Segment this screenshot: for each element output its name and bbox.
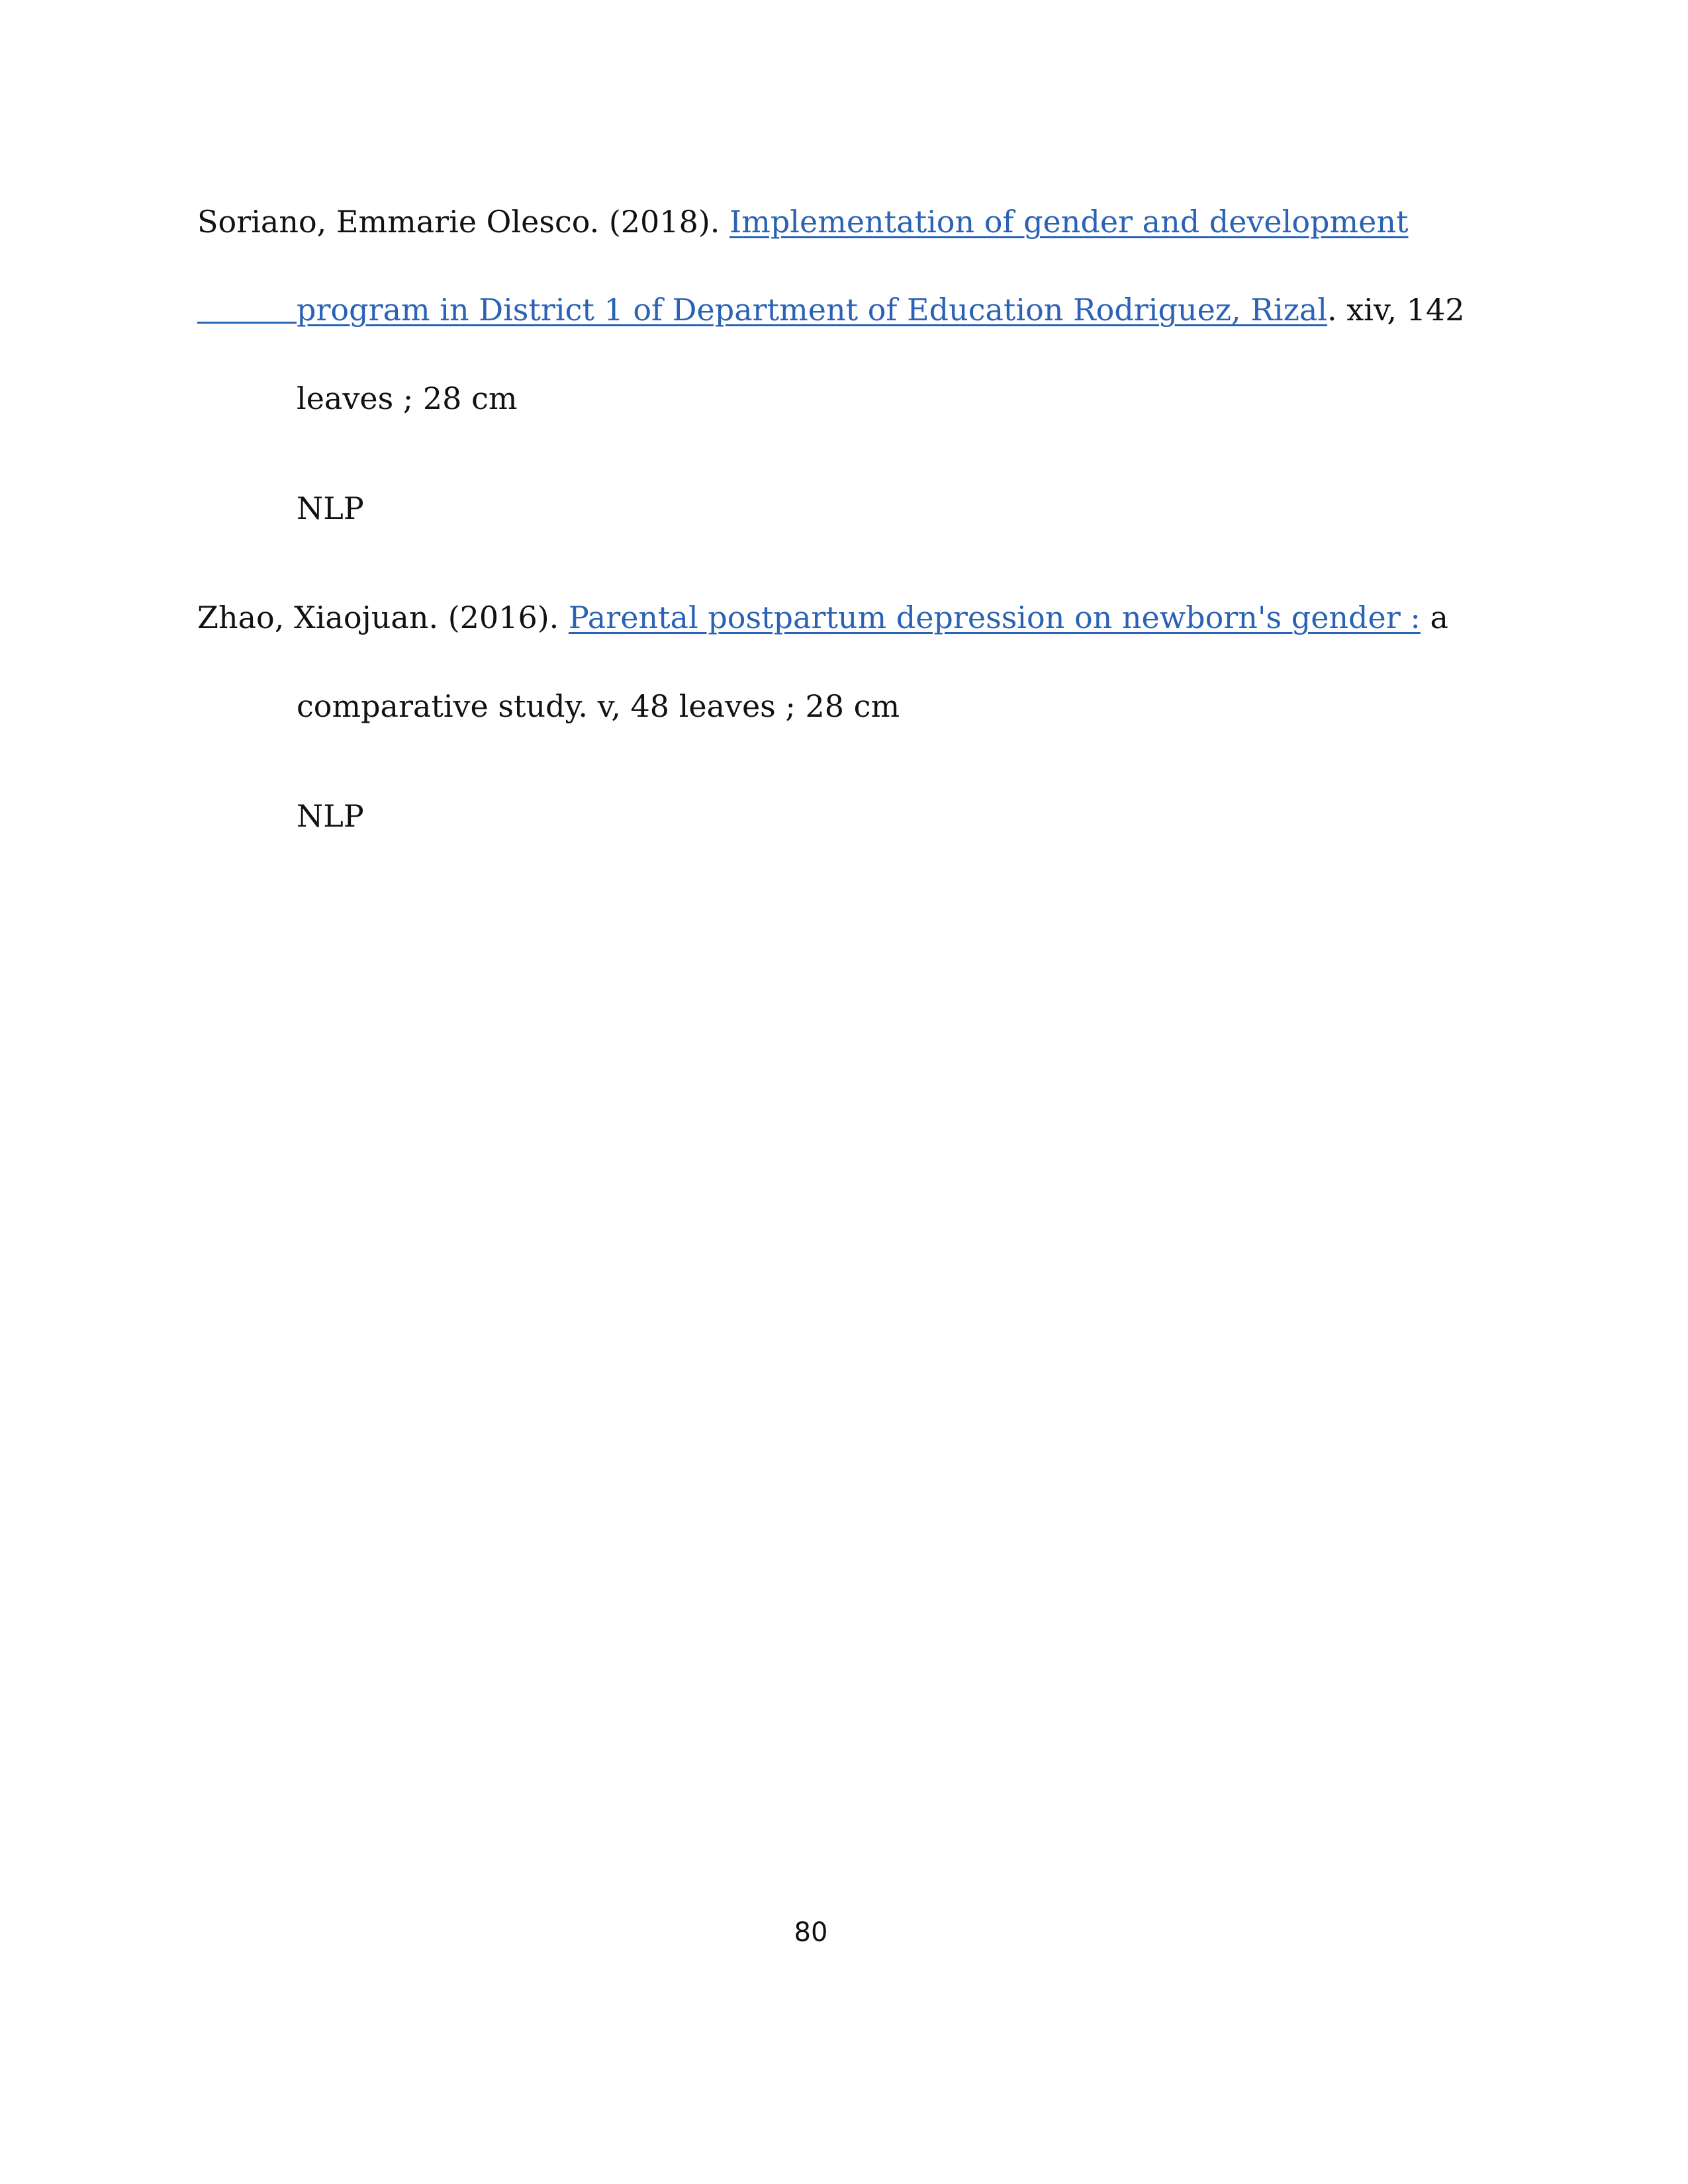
- page-number: 80: [794, 1917, 828, 1948]
- entry-1-dimensions: leaves ; 28 cm: [297, 381, 518, 416]
- entry-1-line-3: [297, 379, 517, 418]
- entry-1-pagination: . xiv, 142: [1327, 292, 1465, 328]
- entry-2-description: comparative study. v, 48 leaves ; 28 cm: [297, 688, 900, 724]
- entry-2-location-text: NLP: [297, 798, 364, 834]
- entry-1-title-link-part-1[interactable]: Implementation of gender and development: [729, 204, 1409, 240]
- entry-2-title-link[interactable]: Parental postpartum depression on newborn's gender :: [568, 600, 1421, 635]
- entry-1-line-1: [197, 202, 1408, 242]
- entry-1-link-indent-underline: [197, 290, 297, 324]
- entry-1-title-link-part-2[interactable]: program in District 1 of Department of Education Rodriguez, Rizal: [297, 292, 1327, 328]
- entry-2-line-1: [197, 598, 1448, 637]
- entry-2-author-year: Zhao, Xiaojuan. (2016).: [197, 600, 569, 635]
- entry-1-line-2: [197, 290, 1464, 330]
- entry-2-title-continuation: a: [1420, 600, 1448, 635]
- entry-1-location: [297, 488, 364, 528]
- entry-1-author-year: Soriano, Emmarie Olesco. (2018).: [197, 204, 730, 240]
- entry-2-line-2: [297, 686, 900, 726]
- entry-2-location: [297, 796, 364, 836]
- entry-1-location-text: NLP: [297, 490, 364, 526]
